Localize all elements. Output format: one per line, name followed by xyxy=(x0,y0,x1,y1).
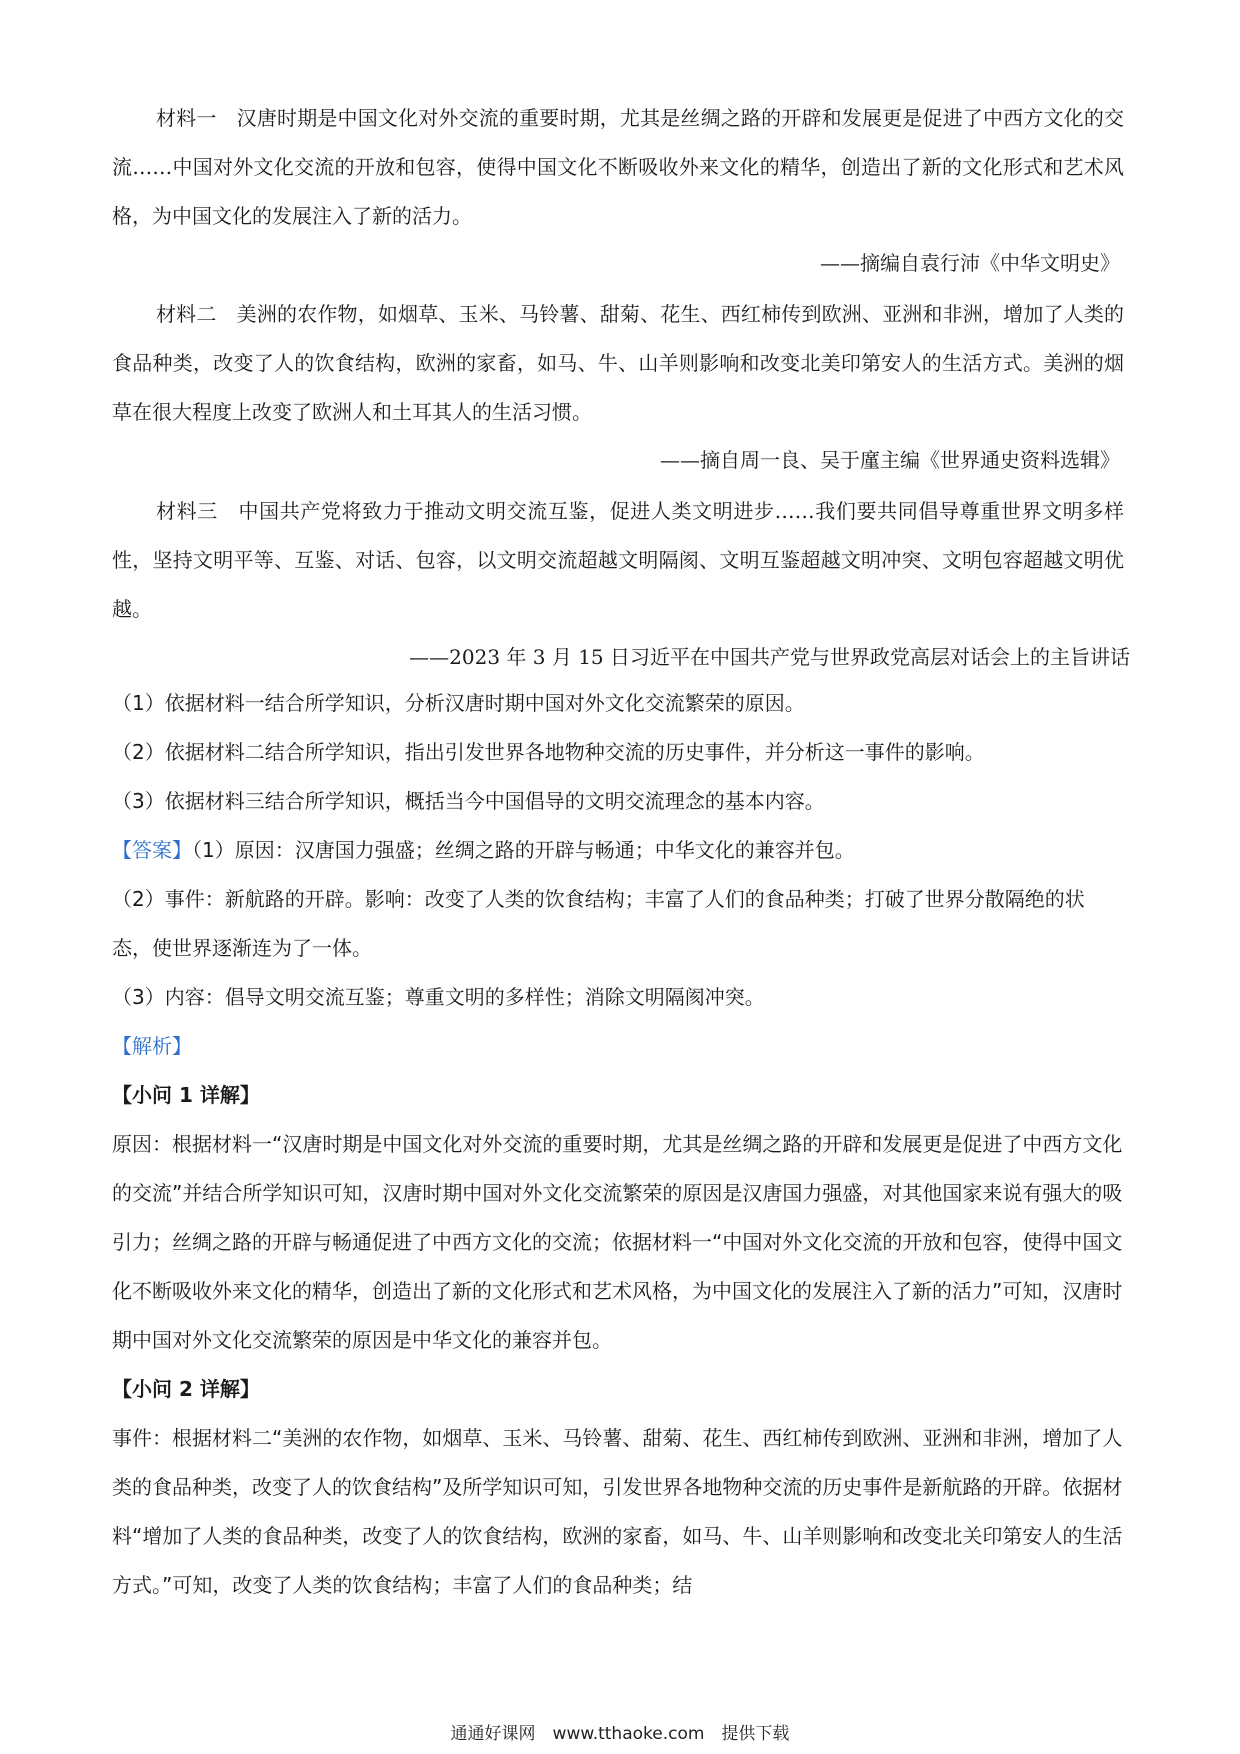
answer-1 xyxy=(112,826,1124,875)
question-3: （3）依据材料三结合所学知识，概括当今中国倡导的文明交流理念的基本内容。 xyxy=(112,789,825,813)
subquestion-1-text: 原因：根据材料一“汉唐时期是中国文化对外交流的重要时期，尤其是丝绸之路的开辟和发展更是促进了中西方文化的交流”并结合所学知识可知，汉唐时期中国对外文化交流繁荣的原因是汉唐国力强盛，对其他国家来说有强大的吸引力；丝绸之路的开辟与畅通促进了中西方文化的交流；依据材料一“中国对外文化交流的开放和包容，使得中国文化不断吸收外来文化的精华，创造出了新的文化形式和艺术风格，为中国文化的发展注入了新的活力”可知，汉唐时期中国对外文化交流繁荣的原因是中华文化的兼容并包。 xyxy=(112,1132,1123,1352)
answer-3: （3）内容：倡导文明交流互鉴；尊重文明的多样性；消除文明隔阂冲突。 xyxy=(112,985,765,1009)
question-2: （2）依据材料二结合所学知识，指出引发世界各地物种交流的历史事件，并分析这一事件的影响。 xyxy=(112,740,985,764)
page-footer: 通通好课网 www.tthaoke.com 提供下载 xyxy=(450,1724,790,1744)
material-3-text: 材料三 中国共产党将致力于推动文明交流互鉴，促进人类文明进步……我们要共同倡导尊重世界文明多样性，坚持文明平等、互鉴、对话、包容，以文明交流超越文明隔阂、文明互鉴超越文明冲突、文明包容超越文明优越。 xyxy=(112,499,1124,621)
material-2-text: 材料二 美洲的农作物，如烟草、玉米、马铃薯、甜菊、花生、西红柿传到欧洲、亚洲和非洲，增加了人类的食品种类，改变了人的饮食结构，欧洲的家畜，如马、牛、山羊则影响和改变北美印第安人的生活方式。美洲的烟草在很大程度上改变了欧洲人和土耳其人的生活习惯。 xyxy=(112,302,1124,424)
subquestion-2-heading: 【小问 2 详解】 xyxy=(112,1377,260,1401)
answer-label: 【答案】 xyxy=(112,838,192,862)
material-2 xyxy=(112,290,1124,437)
subquestion-1-heading: 【小问 1 详解】 xyxy=(112,1083,260,1107)
material-1-source: ——摘编自袁行沛《中华文明史》 xyxy=(820,251,1120,275)
material-3 xyxy=(112,487,1124,634)
question-1: （1）依据材料一结合所学知识，分析汉唐时期中国对外文化交流繁荣的原因。 xyxy=(112,691,805,715)
answer-section xyxy=(112,826,1124,1022)
subquestion-2-text: 事件：根据材料二“美洲的农作物，如烟草、玉米、马铃薯、甜菊、花生、西红柿传到欧洲、亚洲和非洲，增加了人类的食品种类，改变了人的饮食结构”及所学知识可知，引发世界各地物种交流的历史事件是新航路的开辟。依据材料“增加了人类的食品种类，改变了人的饮食结构，欧洲的家畜，如马、牛、山羊则影响和改变北关印第安人的生活方式。”可知，改变了人类的饮食结构；丰富了人们的食品种类；结 xyxy=(112,1426,1123,1597)
material-3-source: ——2023 年 3 月 15 日习近平在中国共产党与世界政党高层对话会上的主旨讲话 xyxy=(409,645,1130,669)
analysis-section xyxy=(112,1022,1124,1610)
material-2-source: ——摘自周一良、吴于廑主编《世界通史资料选辑》 xyxy=(660,448,1120,472)
material-1-text: 材料一 汉唐时期是中国文化对外交流的重要时期，尤其是丝绸之路的开辟和发展更是促进了中西方文化的交流……中国对外文化交流的开放和包容，使得中国文化不断吸收外来文化的精华，创造出了新的文化形式和艺术风格，为中国文化的发展注入了新的活力。 xyxy=(112,106,1124,228)
analysis-label: 【解析】 xyxy=(112,1034,192,1058)
answer-2: （2）事件：新航路的开辟。影响：改变了人类的饮食结构；丰富了人们的食品种类；打破了世界分散隔绝的状态，使世界逐渐连为了一体。 xyxy=(112,887,1085,960)
answer-1-text: （1）原因：汉唐国力强盛；丝绸之路的开辟与畅通；中华文化的兼容并包。 xyxy=(192,838,855,862)
question-list xyxy=(112,679,1124,826)
material-1 xyxy=(112,94,1124,241)
